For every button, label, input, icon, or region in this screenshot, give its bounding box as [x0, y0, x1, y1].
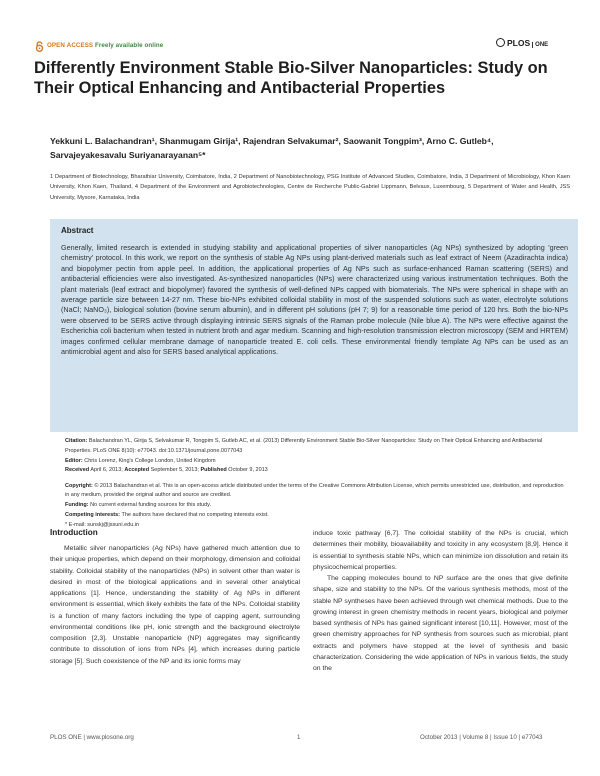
- funding-line: Funding: No current external funding sources for this study.: [65, 502, 212, 509]
- abstract-text: Generally, limited research is extended in studying stability and applicational properties of silver nanoparticles (Ag NPs) synthesized by adopting 'green chemistry' protocol. In this work, we report on the synthesis of stable Ag NPs using plant-derived materials such as leaf extract of Neem (Azadirachta indica) and biopolymer pectin from apple peel. In addition, the applicational properties of Ag NPs such as surface-enhanced Raman scattering (SERS) and antibacterial efficiencies were also investigated. As-synthesized nanoparticles (NPs) were characterized using various instrumentation techniques. Both the plant materials (leaf extract and biopolymer) favored the synthesis of well-defined NPs capped with biomaterials. The NPs were spherical in shape with an average particle size between 14-27 nm. These bio-NPs exhibited colloidal stability in most of the suspended solutions such as water, electrolyte solutions (NaCl; NaNO₃), biological solution (bovine serum albumin), and in different pH solutions (pH 7; 9) for a reasonable time period of 120 hrs. Both the bio-NPs were observed to be SERS active through displaying intrinsic SERS signals of the Raman probe molecule (Nile blue A). The NPs were effective against the Escherichia coli bacterium when tested in nutrient broth and agar medium. Scanning and high-resolution transmission electron microscopy (SEM and HRTEM) images confirmed cellular membrane damage of nanoparticle treated E. coli cells. These environmental friendly template Ag NPs can be used as an antimicrobial agent and also for SERS based analytical applications.: [61, 243, 568, 357]
- competing-interests-line: Competing interests: The authors have declared that no competing interests exist.: [65, 512, 269, 519]
- intro-paragraph: Metallic silver nanoparticles (Ag NPs) have gathered much attention due to their unique properties, which depend on their morphology, dimension and colloidal stability. Colloidal stability of the nanoparticles (NPs) in solvent other than water is desired in most of the biological applications and in several other analytical applications [1]. Hence, understanding the stability of Ag NPs in different environment is essential, which likely exhibits the fate of the NPs. Colloidal stability is a function of many factors including the type of capping agent, surrounding environmental conditions like pH, ionic strength and the background electrolyte composition [2,3]. Unstable nanoparticle (NP) aggregates may significantly contribute to dissolution of ions from NPs [4], which increases during particle storage [5]. Such coexistence of the NP and its ionic forms may: [50, 545, 300, 665]
- introduction-heading: Introduction: [50, 528, 98, 537]
- open-access-label: OPEN ACCESS Freely available online: [47, 42, 164, 49]
- dates-line: Received April 6, 2013; Accepted September 5, 2013; Published October 9, 2013: [65, 467, 268, 474]
- footer-issue: October 2013 | Volume 8 | Issue 10 | e77043: [420, 734, 543, 741]
- plos-logo-icon: [496, 38, 505, 47]
- intro-paragraph-continued: induce toxic pathway [6,7]. The colloidal stability of the NPs is crucial, which determines their mobility, bioavailability and toxicity in any ecosystem [8,9]. Hence it is essential to synthesis stable NPs, which can minimize ion dissolution and retain its physicochemical properties.: [313, 530, 568, 571]
- author-list: Yekkuni L. Balachandran¹, Shanmugam Girija¹, Rajendran Selvakumar², Saowanit Tongpim³, Arno C. Gutleb⁴, Sarvajeyakesavalu Suriyanarayanan⁵*: [50, 136, 494, 160]
- page-number: 1: [297, 734, 301, 741]
- body-left-column: [50, 528, 300, 667]
- abstract-heading: Abstract: [61, 226, 94, 235]
- citation-line: Citation: Balachandran YL, Girija S, Selvakumar R, Tongpim S, Gutleb AC, et al. (2013) Differently Environment Stable Bio-Silver Nanoparticles: Study on Their Optical Enhancing and Antibacterial Properties. PLoS ONE 8(10): e77043. doi:10.1371/journal.pone.0077043: [65, 438, 543, 454]
- footer-journal: PLOS ONE | www.plosone.org: [50, 734, 134, 741]
- plos-one-logo: PLOS ONE: [496, 38, 548, 48]
- open-access-lock-icon: [35, 41, 44, 52]
- article-title: Differently Environment Stable Bio-Silver Nanoparticles: Study on Their Optical Enhancing and Antibacterial Properties: [34, 59, 548, 97]
- copyright-line: Copyright: © 2013 Balachandran et al. This is an open-access article distributed under the terms of the Creative Commons Attribution License, which permits unrestricted use, distribution, and reproduction in any medium, provided the original author and source are credited.: [65, 482, 564, 499]
- article-info: [65, 437, 567, 531]
- body-right-column: [313, 528, 568, 674]
- editor-line: Editor: Chris Lorenz, King's College London, United Kingdom: [65, 457, 216, 464]
- corresponding-email: * E-mail: sunskj@jssuni.edu.in: [65, 521, 140, 528]
- affiliations: 1 Department of Biotechnology, Bharathiar University, Coimbatore, India, 2 Department of Nanobiotechnology, PSG Institute of Advanced Studies, Coimbatore, India, 3 Department of Microbiology, Khon Kaen University, Khon Kaen, Thailand, 4 Department of the Environment and Agrobiotechnologies, Centre de Recherche Public-Gabriel Lippmann, Belvaux, Luxembourg, 5 Department of Water and Health, JSS University, Mysore, Karnataka, India: [50, 174, 570, 201]
- intro-paragraph: The capping molecules bound to NP surface are the ones that give definite shape, size and stability to the NPs. Of the various synthesis methods, most of the stable NP syntheses have been achieved through wet chemical methods. Due to the growing interest in green chemistry methods in recent years, biological and polymer based synthesis of NPs has gained significant interest [10,11]. However, most of the green chemistry approaches for NP synthesis from sources such as microbial, plant extracts and polymers have stopped at the level of synthesis and basic characterization. Considering the wide application of NPs in various fields, the study on the: [313, 575, 568, 672]
